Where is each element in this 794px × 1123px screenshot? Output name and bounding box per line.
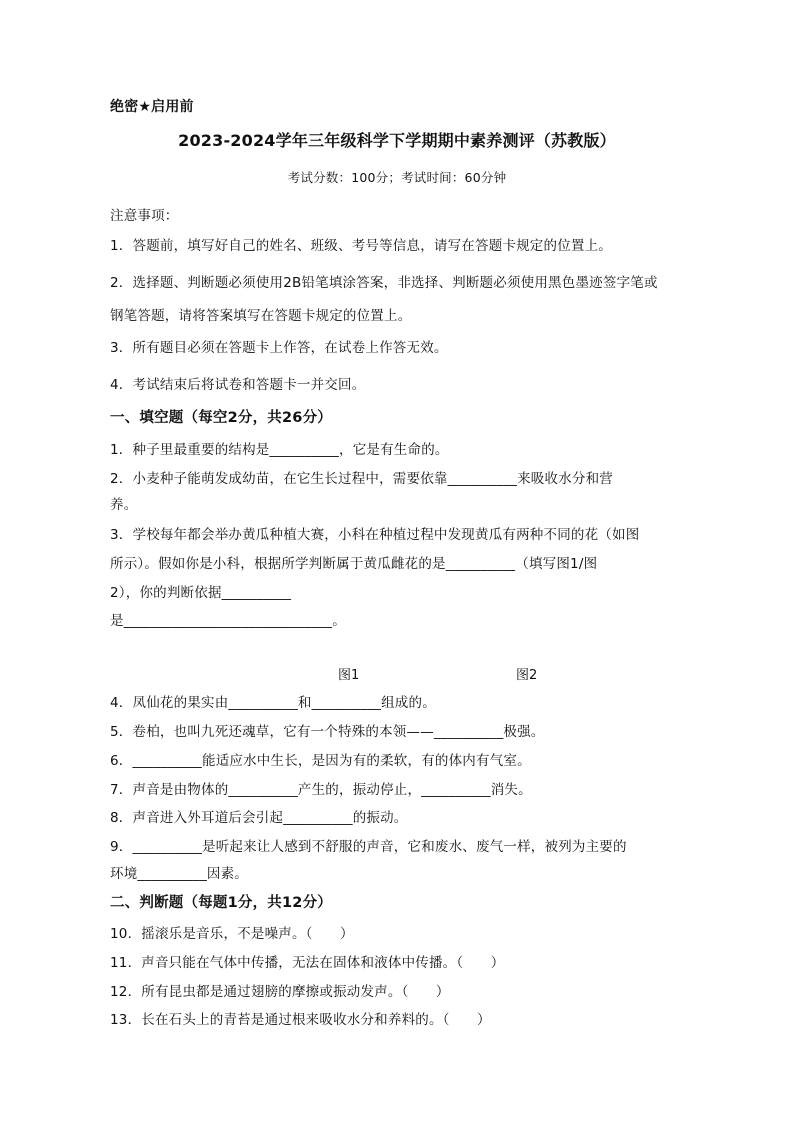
question-line: 10．摇滚乐是音乐，不是噪声。（ ） [110, 926, 354, 942]
question-line: 13．长在石头上的青苔是通过根来吸收水分和养料的。（ ） [110, 1012, 491, 1028]
question-line: 5．卷柏，也叫九死还魂草，它有一个特殊的本领——__________极强。 [110, 724, 545, 740]
question-line: 养。 [110, 497, 138, 513]
note-item: 3．所有题目必须在答题卡上作答，在试卷上作答无效。 [110, 340, 448, 356]
exam-title: 2023-2024学年三年级科学下学期期中素养测评（苏教版） [178, 131, 616, 150]
question-line: 12．所有昆虫都是通过翅膀的摩擦或振动发声。（ ） [110, 984, 450, 1000]
question-line: 8．声音进入外耳道后会引起__________的振动。 [110, 810, 408, 826]
note-item: 4．考试结束后将试卷和答题卡一并交回。 [110, 377, 366, 393]
figure-1-label: 图1 [338, 668, 360, 683]
question-line: 11．声音只能在气体中传播，无法在固体和液体中传播。（ ） [110, 955, 505, 971]
question-line: 所示）。假如你是小科，根据所学判断属于黄瓜雌花的是__________（填写图1/图 [110, 556, 598, 572]
confidential-label: 绝密★启用前 [110, 99, 194, 115]
section-heading-true-false: 二、判断题（每题1分，共12分） [110, 895, 332, 911]
question-line: 3．学校每年都会举办黄瓜种植大赛，小科在种植过程中发现黄瓜有两种不同的花（如图 [110, 527, 640, 543]
note-item: 1．答题前，填写好自己的姓名、班级、考号等信息，请写在答题卡规定的位置上。 [110, 238, 612, 254]
question-line: 是______________________________。 [110, 613, 346, 629]
notes-heading: 注意事项： [110, 208, 179, 224]
question-line: 2．小麦种子能萌发成幼苗，在它生长过程中，需要依靠__________来吸收水分和营 [110, 471, 613, 487]
question-line: 9．__________是听起来让人感到不舒服的声音，它和废水、废气一样，被列为主要的 [110, 839, 627, 855]
section-heading-fill-blank: 一、填空题（每空2分，共26分） [110, 410, 332, 426]
question-line: 4．凤仙花的果实由__________和__________组成的。 [110, 695, 436, 711]
question-line: 2），你的判断依据__________ [110, 585, 292, 601]
figure-2-label: 图2 [516, 668, 538, 683]
note-item: 2．选择题、判断题必须使用2B铅笔填涂答案，非选择、判断题必须使用黑色墨迹签字笔或 [110, 275, 658, 291]
question-line: 环境__________因素。 [110, 866, 248, 882]
question-line: 6．__________能适应水中生长，是因为有的柔软，有的体内有气室。 [110, 753, 531, 769]
note-item-continued: 钢笔答题，请将答案填写在答题卡规定的位置上。 [110, 308, 412, 324]
question-line: 1．种子里最重要的结构是__________，它是有生命的。 [110, 442, 449, 458]
question-line: 7．声音是由物体的__________产生的，振动停止，__________消失。 [110, 782, 532, 798]
exam-info: 考试分数：100分；考试时间：60分钟 [287, 170, 507, 185]
